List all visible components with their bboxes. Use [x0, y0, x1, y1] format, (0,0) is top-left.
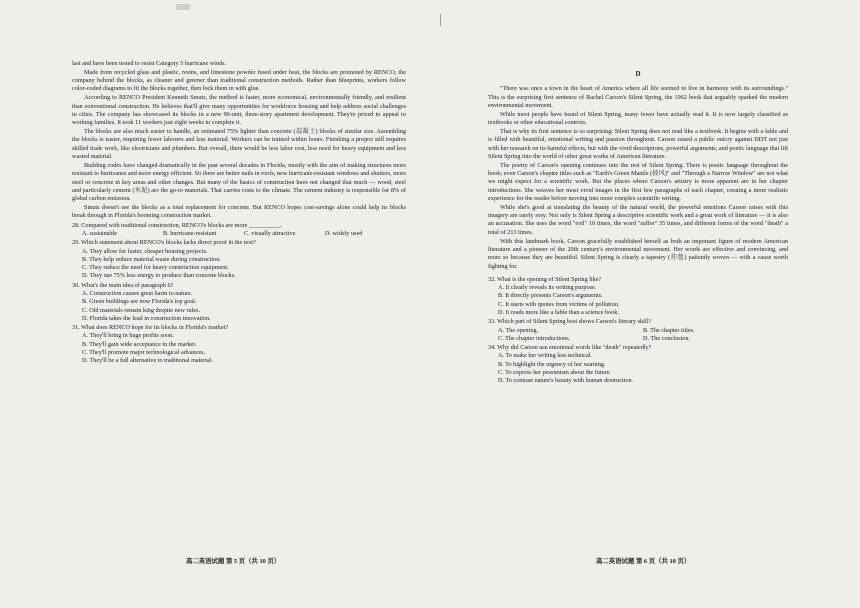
question-30	[72, 282, 406, 323]
page-footer: 高二英语试题 第 6 页（共 10 页）	[596, 558, 691, 565]
option-a: A. They allow for faster, cheaper housing projects.	[82, 247, 208, 255]
option-d: D. They'll be a full alternative to traditional material.	[82, 357, 213, 365]
question-stem: 29. Which statement about RENCO's blocks lacks direct proof in the text?	[72, 239, 256, 247]
option-d: D. The conclusion.	[643, 334, 690, 342]
scan-mark	[176, 4, 190, 10]
option-a: A. The opening.	[498, 326, 539, 334]
option-a: A. It clearly reveals its writing purpose.	[498, 284, 597, 292]
paragraph: Smuts doesn't see the blocks as a total replacement for concrete. But RENCO hopes cost-savings alone could help its blocks break through in Florida's booming construction market.	[72, 204, 406, 220]
option-b: B. It directly presents Carson's arguments.	[498, 292, 603, 300]
option-c: C. The chapter introductions.	[498, 334, 571, 342]
question-32	[488, 276, 788, 317]
section-heading: D	[635, 70, 641, 78]
question-stem: 30. What's the main idea of paragraph 6?	[72, 281, 174, 289]
option-d: D. widely used	[325, 229, 363, 237]
left-page	[72, 60, 406, 366]
question-stem: 28. Compared with traditional construction, RENCO's blocks are more __________.	[72, 221, 282, 229]
option-d: D. To contrast nature's beauty with human destruction.	[498, 377, 634, 385]
option-a: A. They'll bring in huge profits soon.	[82, 332, 174, 340]
option-a: A. Construction causes great harm to nature.	[82, 289, 193, 297]
question-34	[488, 344, 788, 385]
option-d: D. Florida takes the lead in construction innovation.	[82, 314, 211, 322]
option-c: C. To express her pessimism about the future.	[498, 369, 612, 377]
paragraph: Building codes have changed dramatically in the past several decades in Florida, mostly with the aim of making structures more resistant to hurricanes and more energy efficient. So there are better nails in roofs, new hurricane-resistant windows and shutters, more steel or concrete in key areas and other changes. But many of the basics of construction have not changed that much — wood, steel and particularly cement (水泥) are the go-to materials. That carries costs to the climate. The cement industry is responsible for 8% of global carbon emission.	[72, 161, 406, 203]
paragraph: While she's good at translating the beauty of the natural world, the powerful emotions Carson raises with this imagery are rarely rosy. Not only is Silent Spring a descriptive scientific work and a great work of literature — it is also an accusation. She uses the word "evil" 10 times, the word "suffer" 35 times, and different forms of the word "death" a total of 213 times.	[488, 203, 788, 236]
question-stem: 34. Why did Carson use emotional words like "death" repeatedly?	[488, 344, 652, 352]
option-b: B. Green buildings are now Florida's top goal.	[82, 298, 197, 306]
option-c: C. It starts with quotes from victims of pollution.	[498, 300, 620, 308]
fold-mark	[440, 14, 441, 26]
question-29	[72, 239, 406, 280]
option-c: C. Old materials remain king despite new rules.	[82, 306, 201, 314]
question-31	[72, 324, 406, 365]
option-b: B. hurricane-resistant	[163, 229, 217, 237]
option-c: C. They reduce the need for heavy construction equipment.	[82, 264, 229, 272]
option-b: B. To highlight the urgency of her warning.	[498, 360, 606, 368]
question-33	[488, 318, 788, 343]
option-d: D. They use 75% less energy to produce than concrete blocks.	[82, 272, 236, 280]
option-b: B. They help reduce material waste during construction.	[82, 255, 221, 263]
option-c: C. visually attractive	[244, 229, 296, 237]
paragraph: The poetry of Carson's opening continues into the rest of Silent Spring. There is poetic language throughout the book; even Carson's chapter titles such as "Earth's Green Mantle (披风)" and "Through a Narrow Window" are not what we might expect for a scientific work. But the places where Carson's artistry is more apparent are in her chapter introductions. She weaves her most vivid images in the first few paragraphs of each chapter, creating a more realistic experience for the reader before moving into more complex scientific writing.	[488, 161, 788, 202]
paragraph: "There was once a town in the heart of America where all life seemed to live in harmony with its surroundings." This is the surprising first sentence of Rachel Carson's Silent Spring, the 1962 book that arguably sparked the modern environmental movement.	[488, 85, 788, 109]
paragraph: While most people have heard of Silent Spring, many fewer have actually read it. It is now largely classified as textbooks or other educational contexts.	[488, 110, 788, 127]
option-c: C. They'll promote major technological advances.	[82, 349, 206, 357]
question-28	[72, 222, 406, 239]
option-b: B. The chapter titles.	[643, 326, 695, 334]
option-a: A. To make her writing less technical.	[498, 352, 592, 360]
question-stem: 33. Which part of Silent Spring best shows Carson's literary skill?	[488, 318, 652, 326]
page-footer: 高二英语试题 第 5 页（共 10 页）	[186, 558, 281, 565]
paragraph: last and have been tested to resist Category 5 hurricane winds.	[72, 60, 227, 67]
paragraph: Made from recycled glass and plastic, resins, and limestone powder fused under heat, the blocks are promoted by RENCO, the company behind the blocks, as cleaner and greener than traditional construction methods. Rather than blueprints, workers follow color-coded diagrams to fit the blocks together, then lock them in with glue.	[72, 68, 406, 93]
paragraph: With this landmark book, Carson gracefully established herself as both an important figure of modern American literature and a pioneer of the 20th century's environmental movement. Her words are effective and convincing, and more so because they are beautiful. Silent Spring is clearly a tapestry (挂毯) patiently woven — with a cause worth fighting for.	[488, 237, 788, 270]
paragraph: According to RENCO President Kenneth Smuts, the method is faster, more economical, environmentally friendly, and resilient than conventional construction. He believes that'll give many opportunities for workforce housing and help address social challenges in cities. The company has showcased its blocks in a new 96-unit, three-story apartment development. They're priced to appeal to working families. It took 11 workers just eight weeks to complete it.	[72, 94, 406, 127]
option-a: A. sustainable	[82, 229, 118, 237]
question-stem: 32. What is the opening of Silent Spring like?	[488, 275, 602, 283]
paragraph: The blocks are also much easier to handle, an estimated 75% lighter than concrete (混凝土) blocks of similar size. Assembling the blocks is easier, requiring fewer laborers and less material. Workers can be trained within hours. Finishing a project still requires skilled trade work, like electricians and plumbers. But overall, there would be less labor cost, less need for heavy equipment and less wasted material.	[72, 128, 406, 161]
option-b: B. They'll gain wide acceptance in the market.	[82, 340, 197, 348]
question-stem: 31. What does RENCO hope for its blocks in Florida's market?	[72, 324, 229, 332]
paragraph: That is why its first sentence is so surprising: Silent Spring does not read like a textbook. It begins with a fable and is filled with beautiful, emotional writing and passion throughout. Carson raised a public outcry against DDT not just with her research on its harmful effects, but with the vivid descriptions, powerful arguments, and poetic language that lift Silent Spring into the world of other great works of American literature.	[488, 127, 788, 160]
option-d: D. It reads more like a fable than a science book.	[498, 308, 619, 316]
right-page	[488, 60, 788, 386]
